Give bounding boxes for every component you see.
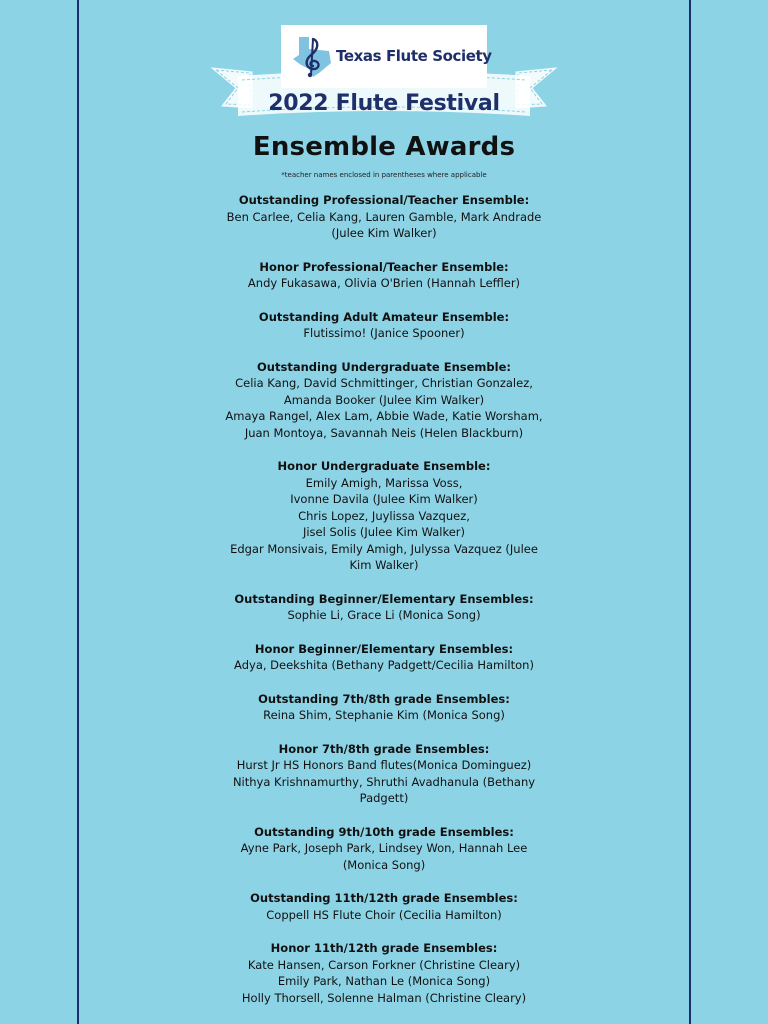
award-category xyxy=(120,192,648,242)
category-line: Emily Park, Nathan Le (Monica Song) xyxy=(277,974,491,988)
category-line: Amanda Booker (Julee Kim Walker) xyxy=(283,392,485,407)
award-category xyxy=(120,359,648,442)
category-line: Jisel Solis (Julee Kim Walker) xyxy=(302,525,466,539)
award-category xyxy=(120,309,648,342)
category-line: Padgett) xyxy=(359,791,409,805)
category-title: Outstanding Professional/Teacher Ensemble: xyxy=(238,193,530,207)
awards-list xyxy=(120,192,648,1023)
category-line: Ayne Park, Joseph Park, Lindsey Won, Hannah Lee xyxy=(240,841,528,855)
category-line: Flutissimo! (Janice Spooner) xyxy=(303,326,465,340)
award-category xyxy=(120,458,648,574)
category-line: Andy Fukasawa, Olivia O'Brien (Hannah Leffler) xyxy=(247,276,521,290)
category-line: Amaya Rangel, Alex Lam, Abbie Wade, Katie Worsham, xyxy=(225,409,543,423)
page-title: Ensemble Awards xyxy=(252,132,516,162)
category-line: Hurst Jr HS Honors Band flutes(Monica Dominguez) xyxy=(236,758,532,772)
festival-title: 2022 Flute Festival xyxy=(268,91,500,116)
category-title: Outstanding 9th/10th grade Ensembles: xyxy=(254,824,514,839)
category-line: (Monica Song) xyxy=(342,857,426,872)
category-line: Coppell HS Flute Choir (Cecilia Hamilton) xyxy=(266,907,502,922)
logo-text: Texas Flute Society xyxy=(336,47,492,65)
category-line: Nithya Krishnamurthy, Shruthi Avadhanula (Bethany xyxy=(232,774,536,789)
category-title: Honor 7th/8th grade Ensembles: xyxy=(278,741,490,756)
category-line: (Julee Kim Walker) xyxy=(331,226,437,240)
award-category xyxy=(120,691,648,724)
left-border-rule xyxy=(77,0,79,1024)
category-line: Ben Carlee, Celia Kang, Lauren Gamble, Mark Andrade xyxy=(226,209,542,224)
category-line: Holly Thorsell, Solenne Halman (Christine Cleary) xyxy=(241,990,527,1005)
category-line: Reina Shim, Stephanie Kim (Monica Song) xyxy=(263,708,505,722)
category-line: Chris Lopez, Juylissa Vazquez, xyxy=(298,508,470,523)
award-category xyxy=(120,591,648,624)
category-title: Outstanding 7th/8th grade Ensembles: xyxy=(258,691,510,706)
category-line: Kim Walker) xyxy=(349,558,419,572)
teacher-note: *teacher names enclosed in parentheses where applicable xyxy=(281,171,487,179)
category-line: Edgar Monsivais, Emily Amigh, Julyssa Vazquez (Julee xyxy=(230,541,538,556)
award-category xyxy=(120,890,648,923)
category-line: Kate Hansen, Carson Forkner (Christine Cleary) xyxy=(247,957,521,972)
category-line: Adya, Deekshita (Bethany Padgett/Cecilia Hamilton) xyxy=(234,658,534,672)
category-title: Outstanding 11th/12th grade Ensembles: xyxy=(250,891,518,905)
category-title: Outstanding Undergraduate Ensemble: xyxy=(257,359,511,374)
category-title: Honor Professional/Teacher Ensemble: xyxy=(259,259,509,274)
category-title: Honor Beginner/Elementary Ensembles: xyxy=(254,641,514,656)
award-category xyxy=(120,824,648,874)
award-category xyxy=(120,940,648,1006)
category-title: Outstanding Beginner/Elementary Ensembles: xyxy=(234,591,534,606)
award-category xyxy=(120,259,648,292)
category-title: Outstanding Adult Amateur Ensemble: xyxy=(258,309,510,324)
category-line: Juan Montoya, Savannah Neis (Helen Blackburn) xyxy=(244,425,524,440)
right-border-rule xyxy=(689,0,691,1024)
category-line: Emily Amigh, Marissa Voss, xyxy=(305,475,463,490)
category-line: Sophie Li, Grace Li (Monica Song) xyxy=(287,608,481,622)
category-title: Honor Undergraduate Ensemble: xyxy=(277,459,491,473)
society-logo xyxy=(281,25,492,88)
award-category xyxy=(120,641,648,674)
texas-treble-clef-icon xyxy=(289,33,335,79)
award-category xyxy=(120,741,648,807)
category-line: Celia Kang, David Schmittinger, Christian Gonzalez, xyxy=(235,376,533,390)
category-title: Honor 11th/12th grade Ensembles: xyxy=(270,941,498,955)
category-line: Ivonne Davila (Julee Kim Walker) xyxy=(290,492,478,506)
